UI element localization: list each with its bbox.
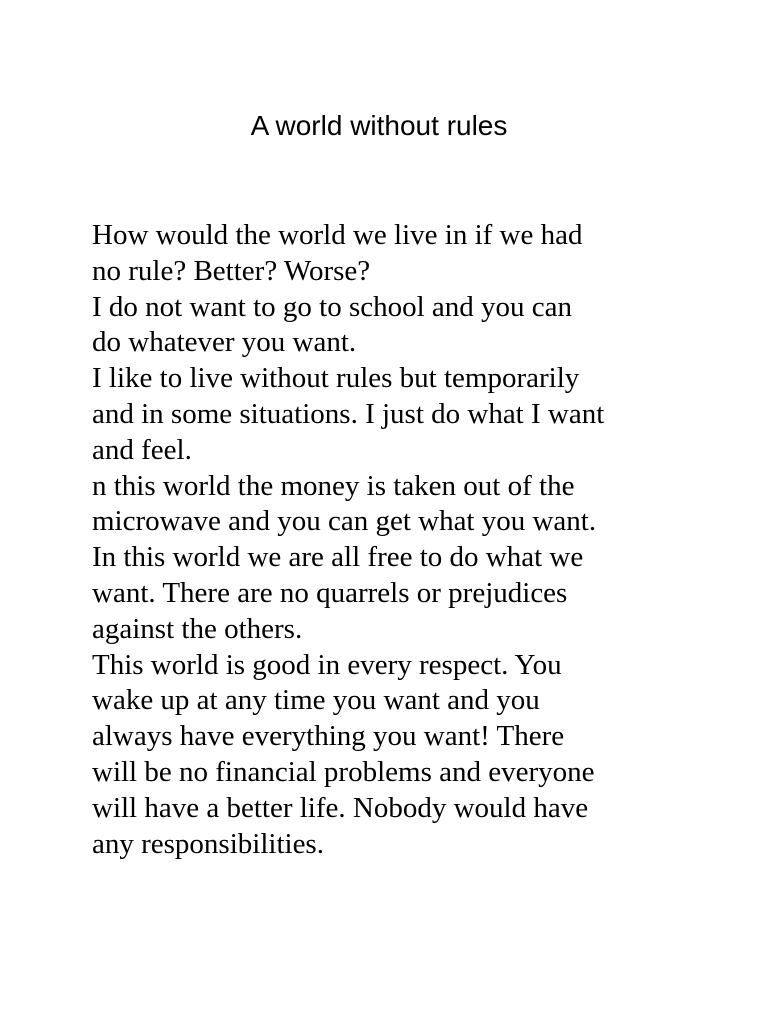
body-line: want. There are no quarrels or prejudices [92, 576, 568, 609]
body-line: against the others. [92, 612, 303, 645]
body-line: This world is good in every respect. You [92, 648, 562, 681]
body-line: In this world we are all free to do what we [92, 541, 584, 574]
body-line: How would the world we live in if we had [92, 219, 583, 251]
body-line: and in some situations. I just do what I want [92, 397, 605, 430]
body-line: wake up at any time you want and you [92, 684, 540, 717]
document-title: A world without rules [250, 110, 508, 141]
body-line: I like to live without rules but temporarily [92, 362, 580, 395]
body-line: no rule? Better? Worse? [92, 254, 371, 287]
body-line: will have a better life. Nobody would have [92, 791, 589, 824]
body-line: microwave and you can get what you want. [92, 505, 597, 538]
body-line: any responsibilities. [92, 827, 324, 860]
body-line: I do not want to go to school and you can [92, 290, 573, 323]
body-line: always have everything you want! There [92, 720, 565, 753]
body-line: n this world the money is taken out of the [92, 469, 575, 502]
body-line: do whatever you want. [92, 326, 357, 359]
body-line: and feel. [92, 433, 192, 466]
body-line: will be no financial problems and everyone [92, 755, 595, 788]
document-body [92, 218, 752, 862]
